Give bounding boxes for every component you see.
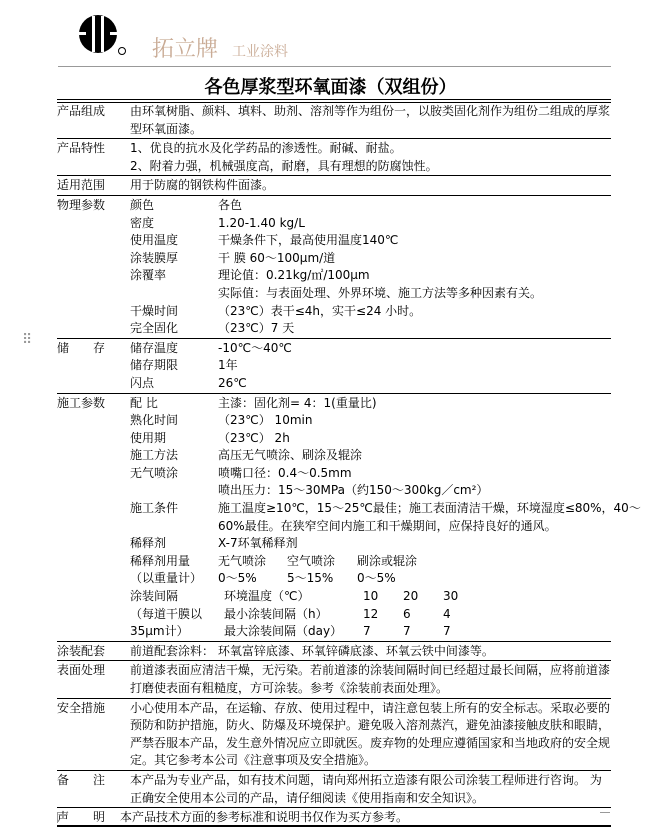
- page-corner-mark: [600, 812, 610, 823]
- section: [57, 393, 641, 641]
- param-name: （以重量计）: [130, 571, 203, 586]
- param-value: （23℃） 2h: [218, 430, 290, 445]
- table-row: [57, 430, 611, 448]
- param-cell: 20: [403, 589, 419, 604]
- param-value: 高压无气喷涂、刷涂及辊涂: [218, 448, 363, 463]
- table-row: [57, 140, 611, 158]
- table-row: [57, 250, 611, 268]
- param-value: 理论值：0.21kg/㎡/100μm: [218, 268, 370, 283]
- section-text: 前道配套涂料： 环氧富锌底漆、环氧锌磷底漆、环氧云铁中间漆等。: [130, 643, 494, 658]
- table-row: [57, 752, 611, 770]
- param-name: 闪点: [130, 375, 155, 390]
- param-cell: 6: [403, 606, 411, 621]
- param-cell: 7: [363, 624, 371, 639]
- section-label: 备 注: [57, 772, 106, 787]
- param-name: 配 比: [130, 395, 158, 410]
- table-row: [57, 662, 611, 680]
- table-row: [57, 447, 611, 465]
- section-text: 定。其它参考本公司《注意事项及安全措施》。: [130, 753, 377, 768]
- param-name: 无气喷涂: [130, 465, 179, 480]
- param-value: -10℃～40℃: [218, 340, 292, 355]
- section: [57, 641, 611, 661]
- brand-subtitle: 工业涂料: [232, 44, 288, 60]
- section: [57, 770, 611, 807]
- spec-table: [57, 99, 641, 827]
- table-row: [57, 320, 611, 338]
- header-divider: [58, 66, 611, 67]
- table-row: [57, 103, 611, 121]
- table-row: [57, 790, 611, 808]
- table-row: [57, 700, 611, 718]
- param-cell: 无气喷涂: [218, 553, 267, 568]
- section-text: 小心使用本产品，在运输、存放、使用过程中，请注意包装上所有的安全标志。采取必要的: [130, 700, 611, 715]
- table-row: [57, 357, 611, 375]
- param-value: （23℃）表干≤4h，实干≤24 小时。: [218, 303, 422, 318]
- param-name: 储存温度: [130, 340, 179, 355]
- param-name: 涂装间隔: [130, 589, 179, 604]
- param-value: （23℃）7 天: [218, 321, 295, 336]
- section-text: 由环氧树脂、颜料、填料、助剂、溶剂等作为组份一，以胺类固化剂作为组份二组成的厚浆: [130, 104, 611, 118]
- table-row: [57, 570, 611, 588]
- param-name: 干燥时间: [130, 303, 179, 318]
- param-value: 喷嘴口径：0.4～0.5mm: [218, 465, 352, 480]
- param-name: 35μm计）: [130, 624, 189, 639]
- param-value: 1.20-1.40 kg/L: [218, 215, 305, 230]
- param-name: 涂装膜厚: [130, 250, 179, 265]
- table-row: [57, 772, 611, 790]
- section: [57, 100, 611, 138]
- section: [57, 660, 611, 697]
- table-row: [57, 623, 611, 641]
- param-name: 涂覆率: [130, 268, 167, 283]
- table-row: [57, 158, 611, 176]
- param-name: 颜色: [130, 197, 155, 212]
- param-value: （23℃） 10min: [218, 413, 313, 428]
- section-text: 2、附着力强，机械强度高，耐磨，具有理想的防腐蚀性。: [130, 158, 438, 173]
- param-name: 稀释剂用量: [130, 553, 191, 568]
- section: [57, 338, 611, 393]
- param-value: 60%最佳。在狭窄空间内施工和干燥期间，应保持良好的通风。: [218, 518, 557, 533]
- param-cell: 7: [443, 624, 451, 639]
- table-row: [57, 735, 611, 753]
- table-row: [57, 395, 611, 413]
- section-text: 正确安全使用本公司的产品，请仔细阅读《使用指南和安全知识》。: [130, 790, 485, 805]
- param-cell: 最小涂装间隔（h）: [224, 606, 328, 621]
- section-text: 前道漆表面应清洁干燥，无污染。若前道漆的涂装间隔时间已经超过最长间隔，应将前道漆: [130, 663, 611, 678]
- table-row: [57, 680, 611, 698]
- table-row: [57, 285, 611, 303]
- table-row: [57, 375, 611, 393]
- param-value: 施工温度≥10℃，15～25℃最佳；施工表面清洁干燥，环境湿度≤80%，40～: [218, 501, 641, 516]
- param-value: 干 膜 60～100μm/道: [218, 250, 336, 265]
- param-name: 熟化时间: [130, 413, 179, 428]
- table-row: [57, 121, 611, 139]
- section-text: 1、优良的抗水及化学药品的渗透性。耐碱、耐盐。: [130, 141, 402, 156]
- param-cell: 刷涂或辊涂: [357, 553, 418, 568]
- table-row: [57, 412, 611, 430]
- param-value: 1年: [218, 358, 238, 373]
- table-row: [57, 465, 611, 483]
- section-label: 施工参数: [57, 395, 106, 410]
- section-label: 产品特性: [57, 141, 106, 156]
- param-name: 使用温度: [130, 233, 179, 248]
- table-row: [57, 606, 611, 624]
- param-value: 喷出压力：15～30MPa（约150～300kg／cm²）: [218, 483, 489, 498]
- table-row: [57, 482, 611, 500]
- section-text: 严禁吞服本产品，发生意外情况应立即就医。废弃物的处理应遵循国家和当地政府的安全规: [130, 735, 611, 750]
- table-row: [57, 267, 611, 285]
- param-name: 密度: [130, 215, 155, 230]
- section-label: 储 存: [57, 340, 106, 355]
- section-label: 安全措施: [57, 700, 106, 715]
- table-row: [57, 500, 641, 518]
- page-corner-mark: [57, 812, 58, 823]
- section: [57, 807, 611, 827]
- param-cell: 12: [363, 606, 379, 621]
- section: [57, 698, 611, 770]
- table-row: [57, 717, 611, 735]
- table-row: [57, 518, 611, 536]
- param-name: 储存期限: [130, 358, 179, 373]
- param-cell: 4: [443, 606, 451, 621]
- brand-logo: [78, 14, 126, 56]
- param-cell: 10: [363, 589, 379, 604]
- param-cell: 0～5%: [357, 571, 396, 586]
- param-name: 稀释剂: [130, 536, 167, 551]
- brand-name: 拓立牌: [152, 37, 219, 62]
- section-text: 预防和防护措施，防火、防爆及环境保护。避免吸入溶剂蒸汽，避免油漆接触皮肤和眼睛，: [130, 718, 611, 733]
- table-row: [57, 340, 611, 358]
- table-row: [57, 303, 611, 321]
- param-name: 施工条件: [130, 501, 179, 516]
- param-value: 各色: [218, 197, 243, 212]
- param-cell: 7: [403, 624, 411, 639]
- page-bottom-rule: [57, 825, 611, 827]
- table-row: [57, 553, 611, 571]
- section: [57, 175, 611, 195]
- param-name: 施工方法: [130, 448, 179, 463]
- section-label: 物理参数: [57, 197, 106, 212]
- param-cell: 30: [443, 589, 459, 604]
- section-label: 涂装配套: [57, 643, 106, 658]
- table-row: [57, 177, 611, 195]
- param-cell: 环境温度（℃）: [224, 589, 310, 604]
- table-row: [57, 535, 611, 553]
- section-text: 本产品技术方面的参考标准和说明书仅作为买方参考。: [120, 810, 409, 825]
- param-name: 使用期: [130, 430, 167, 445]
- param-value: 26℃: [218, 375, 247, 390]
- section-label: 产品组成: [57, 104, 106, 118]
- param-name: 完全固化: [130, 321, 179, 336]
- param-value: 实际值：与表面处理、外界环境、施工方法等多种因素有关。: [218, 285, 543, 300]
- table-row: [57, 215, 611, 233]
- param-cell: 最大涂装间隔（day）: [224, 624, 343, 639]
- section-text: 打磨使表面有粗糙度，方可涂装。参考《涂装前表面处理》。: [130, 681, 449, 695]
- drag-handle-icon[interactable]: ⠿: [22, 332, 33, 348]
- document-title: 各色厚浆型环氧面漆（双组份）: [204, 77, 457, 98]
- section: [57, 138, 611, 175]
- param-name: （每道干膜以: [130, 606, 203, 621]
- table-row: [57, 197, 611, 215]
- param-value: 干燥条件下，最高使用温度140℃: [218, 233, 399, 248]
- param-value: X-7环氧稀释剂: [218, 536, 298, 551]
- param-cell: 空气喷涂: [287, 553, 336, 568]
- section-text: 型环氧面漆。: [130, 121, 203, 136]
- section-text: 本产品为专业产品，如有技术问题，请向郑州拓立造漆有限公司涂装工程师进行咨询。 为: [130, 772, 602, 787]
- param-cell: 5～15%: [287, 571, 334, 586]
- table-row: [57, 643, 611, 661]
- section-label: 表面处理: [57, 663, 106, 678]
- param-value: 主漆：固化剂= 4：1(重量比): [218, 395, 377, 410]
- section-label: 适用范围: [57, 178, 106, 193]
- section: [57, 195, 611, 338]
- table-row: [57, 588, 611, 606]
- table-row: [57, 232, 611, 250]
- param-cell: 0～5%: [218, 571, 257, 586]
- section-label: 声 明: [57, 810, 106, 825]
- section-text: 用于防腐的钢铁构件面漆。: [130, 178, 275, 193]
